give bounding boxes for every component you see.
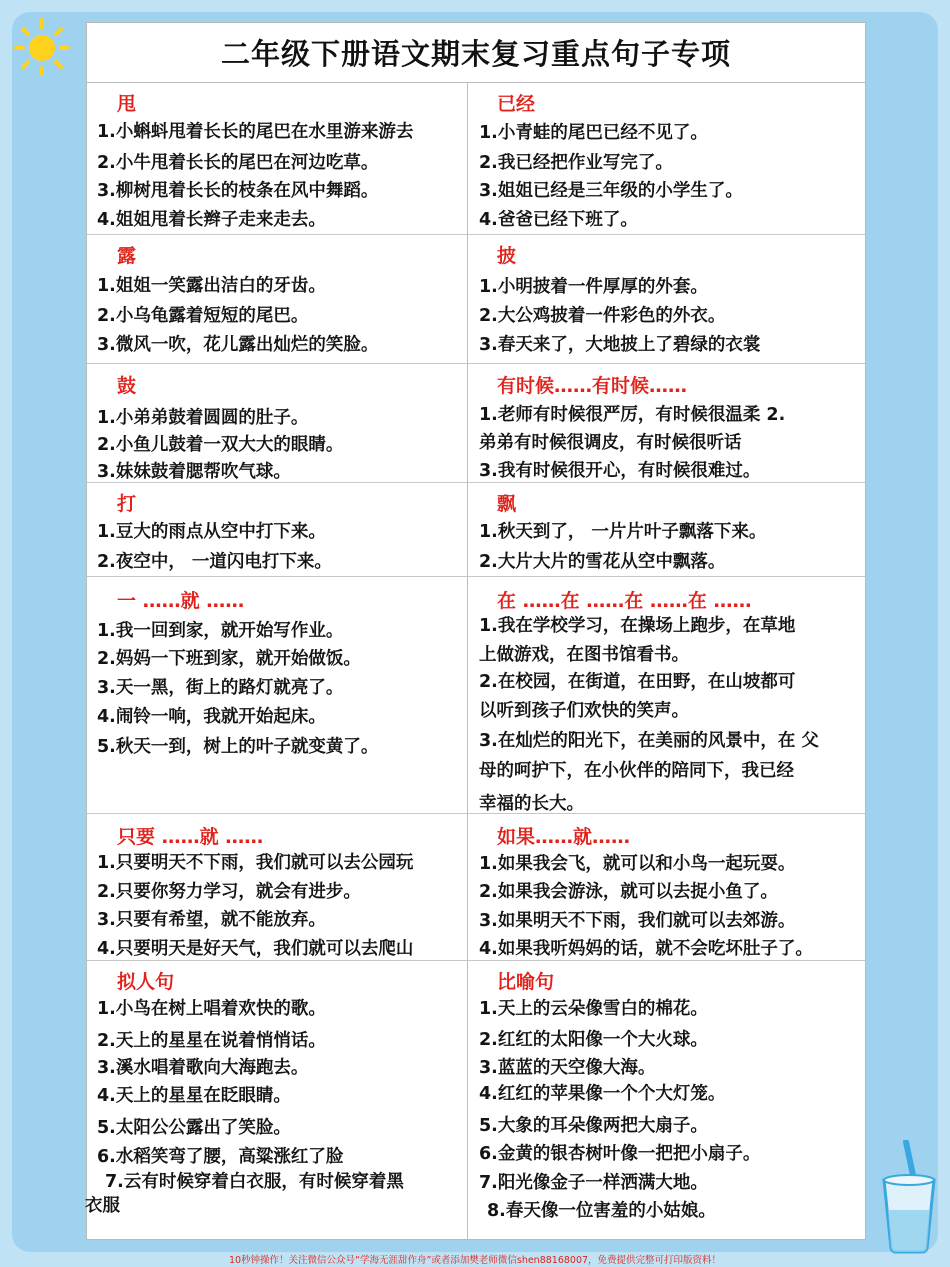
section-heading-youshihou: 有时候……有时候……: [497, 375, 688, 397]
sentence: 7.云有时候穿着白衣服，有时候穿着黑: [105, 1172, 404, 1192]
sentence: 2.大公鸡披着一件彩色的外衣。: [479, 306, 726, 326]
section-heading-biyuju: 比喻句: [497, 971, 555, 993]
sentence: 8.春天像一位害羞的小姑娘。: [487, 1201, 716, 1221]
page-title: 二年级下册语文期末复习重点句子专项: [220, 37, 731, 71]
section-heading-zhiyao: 只要 ……就 ……: [117, 826, 264, 848]
sentence: 5.大象的耳朵像两把大扇子。: [479, 1116, 708, 1136]
sentence: 4.爸爸已经下班了。: [479, 210, 638, 230]
sentence: 3.如果明天不下雨，我们就可以去郊游。: [479, 911, 796, 931]
sentence: 1.小蝌蚪甩着长长的尾巴在水里游来游去: [97, 122, 414, 142]
sentence: 6.金黄的银杏树叶像一把把小扇子。: [479, 1144, 761, 1164]
sentence: 3.蓝蓝的天空像大海。: [479, 1058, 656, 1078]
row-divider: [87, 576, 865, 577]
row-divider: [87, 234, 865, 235]
footer-note: 10秒钟操作！关注微信公众号“学海无涯甜作舟”或者添加樊老师微信shen88168007，免费提供完整可打印版资料！: [228, 1255, 722, 1266]
sentence: 3.春天来了，大地披上了碧绿的衣裳: [479, 335, 761, 355]
sentence: 3.微风一吹，花儿露出灿烂的笑脸。: [97, 335, 379, 355]
sentence: 母的呵护下，在小伙伴的陪同下，我已经: [479, 761, 794, 781]
section-heading-pi: 披: [497, 245, 517, 267]
section-heading-piao: 飘: [497, 493, 517, 515]
sentence: 4.闹铃一响，我就开始起床。: [97, 707, 326, 727]
sentence: 1.小弟弟鼓着圆圆的肚子。: [97, 408, 309, 428]
section-heading-da: 打: [117, 493, 137, 515]
sentence: 4.只要明天是好天气，我们就可以去爬山: [97, 939, 414, 959]
sentence: 4.红红的苹果像一个个大灯笼。: [479, 1084, 726, 1104]
sentence: 2.小乌龟露着短短的尾巴。: [97, 306, 309, 326]
sentence: 1.小青蛙的尾巴已经不见了。: [479, 123, 708, 143]
sentence: 1.我一回到家，就开始写作业。: [97, 621, 344, 641]
sentence: 1.小鸟在树上唱着欢快的歌。: [97, 999, 326, 1019]
section-heading-yijiu: 一 ……就 ……: [117, 590, 245, 612]
sentence: 4.姐姐甩着长辫子走来走去。: [97, 210, 326, 230]
sentence: 1.豆大的雨点从空中打下来。: [97, 522, 326, 542]
section-heading-zai: 在 ……在 ……在 ……在 ……: [497, 590, 752, 612]
worksheet: [86, 22, 866, 1240]
sentence: 3.柳树甩着长长的枝条在风中舞蹈。: [97, 181, 379, 201]
sentence: 3.姐姐已经是三年级的小学生了。: [479, 181, 743, 201]
section-heading-lu: 露: [117, 245, 137, 267]
sentence: 2.只要你努力学习，就会有进步。: [97, 882, 361, 902]
sentence: 1.老师有时候很严厉，有时候很温柔 2.: [479, 405, 786, 425]
sentence: 2.我已经把作业写完了。: [479, 153, 673, 173]
sentence: 4.如果我听妈妈的话，就不会吃坏肚子了。: [479, 939, 813, 959]
sentence: 2.夜空中， 一道闪电打下来。: [97, 552, 332, 572]
sentence: 以听到孩子们欢快的笑声。: [479, 701, 689, 721]
sentence: 6.水稻笑弯了腰，高粱涨红了脸: [97, 1147, 344, 1167]
sentence: 3.天一黑，街上的路灯就亮了。: [97, 678, 344, 698]
section-heading-ruguo: 如果……就……: [497, 826, 631, 848]
sentence: 2.妈妈一下班到家，就开始做饭。: [97, 649, 361, 669]
sentence: 弟弟有时候很调皮，有时候很听话: [479, 433, 742, 453]
sentence: 上做游戏，在图书馆看书。: [479, 645, 689, 665]
sentence: 2.红红的太阳像一个大火球。: [479, 1030, 708, 1050]
sentence: 1.我在学校学习，在操场上跑步，在草地: [479, 616, 796, 636]
section-heading-shuai: 甩: [117, 93, 137, 115]
sentence: 1.只要明天不下雨，我们就可以去公园玩: [97, 853, 414, 873]
row-divider: [87, 813, 865, 814]
sentence: 1.姐姐一笑露出洁白的牙齿。: [97, 276, 326, 296]
sentence: 2.小牛甩着长长的尾巴在河边吃草。: [97, 153, 379, 173]
sentence: 7.阳光像金子一样洒满大地。: [479, 1173, 708, 1193]
sentence: 3.在灿烂的阳光下，在美丽的风景中，在 父: [479, 731, 819, 751]
section-heading-nirenju: 拟人句: [117, 971, 175, 993]
section-heading-gu: 鼓: [117, 375, 137, 397]
sun-icon: [14, 14, 76, 76]
sentence: 1.天上的云朵像雪白的棉花。: [479, 999, 708, 1019]
sentence: 5.秋天一到，树上的叶子就变黄了。: [97, 737, 379, 757]
sentence: 5.太阳公公露出了笑脸。: [97, 1118, 291, 1138]
sentence: 2.在校园，在街道，在田野，在山坡都可: [479, 672, 796, 692]
sentence: 2.如果我会游泳，就可以去捉小鱼了。: [479, 882, 778, 902]
sentence: 2.小鱼儿鼓着一双大大的眼睛。: [97, 435, 344, 455]
sentence: 3.只要有希望，就不能放弃。: [97, 910, 326, 930]
sentence: 4.天上的星星在眨眼睛。: [97, 1086, 291, 1106]
sentence: 2.大片大片的雪花从空中飘落。: [479, 552, 726, 572]
sentence: 1.小明披着一件厚厚的外套。: [479, 277, 708, 297]
sentence: 2.天上的星星在说着悄悄话。: [97, 1031, 326, 1051]
sentence: 1.秋天到了， 一片片叶子飘落下来。: [479, 522, 767, 542]
drink-cup-icon: [878, 1140, 940, 1255]
row-divider: [87, 363, 865, 364]
sentence: 幸福的长大。: [479, 794, 584, 814]
column-divider: [467, 83, 468, 1240]
sentence: 3.我有时候很开心，有时候很难过。: [479, 461, 761, 481]
title-row: [87, 23, 865, 83]
sentence: 1.如果我会飞，就可以和小鸟一起玩耍。: [479, 854, 796, 874]
sentence: 3.溪水唱着歌向大海跑去。: [97, 1058, 309, 1078]
sentence: 衣服: [85, 1196, 120, 1216]
sentence: 3.妹妹鼓着腮帮吹气球。: [97, 462, 291, 482]
row-divider: [87, 960, 865, 961]
section-heading-yijing: 已经: [497, 93, 536, 115]
